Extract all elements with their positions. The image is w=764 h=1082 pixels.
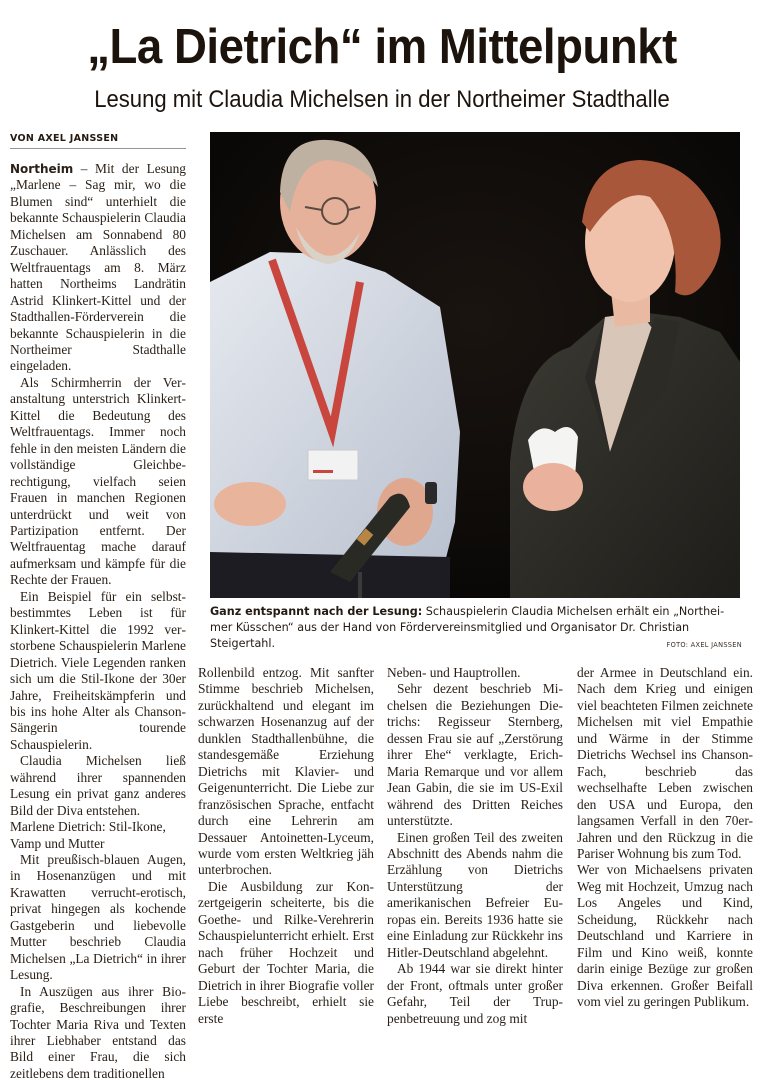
text-column-3 <box>387 665 563 1027</box>
text-column-1 <box>10 161 186 1082</box>
photo-caption <box>210 604 742 652</box>
caption-lead: Ganz entspannt nach der Lesung: <box>210 605 423 618</box>
paragraph: Als Schirmherrin der Veranstaltung unterstrich Klinkert-Kittel die Bedeutung des Weltfrauentags. Immer noch fehle in den meisten Ländern die vollständige Gleichberechtigung, vielfach seien Frauen in manchen Regionen unterdrückt und weit von Partizipation entfernt. Der Weltfrauentag mache darauf aufmerksam und kämpfe für die Rechte der Frauen. <box>10 374 186 588</box>
paragraph: Neben- und Hauptrollen. <box>387 665 521 680</box>
paragraph: Die Ausbildung zur Konzertgeigerin scheiterte, bis die Goethe- und Rilke-Verehrerin Schauspielunterricht erhielt. Erst nach früher Hochzeit und Geburt der Tochter Maria, die Dietrich in ihrer Biografie voller Liebe beschreibt, erhielt sie erste <box>198 878 374 1026</box>
byline: VON AXEL JANSSEN <box>10 133 186 149</box>
paragraph: Rollenbild entzog. Mit sanfter Stimme beschrieb Michelsen, zurückhaltend und elegant im schwarzen Hosenanzug auf der dunklen Stadthallenbühne, die standesgemäße Erziehung Dietrichs mit Klavier- und Geigenunterricht. Die Liebe zur französischen Sprache, entfacht durch eine Lehrerin am Dessauer Antoinetten-Lyceum, wurde vom ersten Weltkrieg jäh unterbrochen. <box>198 665 374 878</box>
text-column-2 <box>198 665 374 1027</box>
paragraph: Einen großen Teil des zweiten Abschnitt des Abends nahm die Erzählung von Dietrichs Unterstützung der amerikanischen Befreier Europas ein. Bereits 1936 hatte sie eine Einladung zur Rückkehr ins Hitler-Deutschland abgelehnt. <box>387 829 563 960</box>
dateline: Northeim <box>10 162 74 176</box>
paragraph: In Auszügen aus ihrer Biografie, Beschreibungen ihrer Tochter Maria Riva und Texten ihrer Liebhaber entstand das Bild einer Frau, die sich zeitlebens dem traditionellen <box>10 983 186 1081</box>
paragraph: Ein Beispiel für ein selbstbestimmtes Leben ist für Klinkert-Kittel die 1992 verstorbene Schauspielerin Marlene Dietrich. Viele Legenden ranken sich um die Stil-Ikone der 30er Jahre, Freiheitskämpferin und bis ins hohe Alter als Chanson-Sängerin tourende Schauspielerin. <box>10 588 186 752</box>
paragraph: Ab 1944 war sie direkt hinter der Front, oftmals unter großer Gefahr, Teil der Truppenbetreuung und zog mit <box>387 961 563 1026</box>
paragraph: Marlene Dietrich: Stil-Ikone, Vamp und Mutter <box>10 819 166 851</box>
paragraph: Mit preußisch-blauen Augen, in Hosenanzügen und mit Krawatten verrucht-erotisch, privat hingegen als kochende Gastgeberin und liebevolle Mutter beschrieb Claudia Michelsen „La Dietrich“ in ihrer Lesung. <box>10 852 186 983</box>
paragraph: Claudia Michelsen ließ während ihrer spannenden Lesung ein privat ganz anderes Bild der Diva entstehen. <box>10 753 186 818</box>
photo-credit: FOTO: AXEL JANSSEN <box>666 641 742 649</box>
text-column-4 <box>577 665 753 1011</box>
photo-illustration <box>210 132 740 598</box>
headline: „La Dietrich“ im Mittelpunkt <box>87 20 677 74</box>
article-photo <box>210 132 740 598</box>
paragraph: der Armee in Deutschland ein. Nach dem Krieg und einigen viel beachteten Filmen zeichnete Michelsen mit viel Empathie und Wärme in der Stimme Dietrichs Wechsel ins Chanson-Fach, beschrieb das wechselhafte Leben zwischen den USA und Europa, den langsamen Verfall in den 70er-Jahren und den Rückzug in die Pariser Wohnung bis zum Tod. <box>577 665 753 861</box>
paragraph: Wer von Michaelsens privaten Weg mit Hochzeit, Umzug nach Los Angeles und Kind, Scheidung, Rückkehr nach Deutschland und Karriere in Film und Kino weiß, konnte darin einige Bezüge zur großen Diva erkennen. Großer Beifall vom viel zu geringen Publikum. <box>577 862 753 1010</box>
caption-text: Schauspielerin Claudia Michelsen erhält ein „Northeimer Küsschen“ aus der Hand von Fördervereinsmitglied und Organisator Dr. Christian Steigertahl. <box>210 605 725 650</box>
paragraph: Northeim – Mit der Lesung „Marlene – Sag mir, wo die Blumen sind“ unterhielt die bekannte Schauspielerin Claudia Michelsen am Sonnabend 80 Zuschauer. Anlässlich des Weltfrauentags am 8. März hatten Northeims Landrätin Astrid Klinkert-Kittel und der Stadthallen-Förderverein die bekannte Schauspielerin in die Northeimer Stadthalle eingeladen. <box>10 161 186 374</box>
subheadline: Lesung mit Claudia Michelsen in der Northeimer Stadthalle <box>94 86 670 113</box>
paragraph: Sehr dezent beschrieb Michelsen die Beziehungen Dietrichs: Regisseur Sternberg, dessen Frau sie auf „Zerstörung ihrer Ehe“ verklagte, Erich-Maria Remarque und vor allem Jean Gabin, die sie im US-Exil während des Dritten Reiches unterstützte. <box>387 681 563 829</box>
